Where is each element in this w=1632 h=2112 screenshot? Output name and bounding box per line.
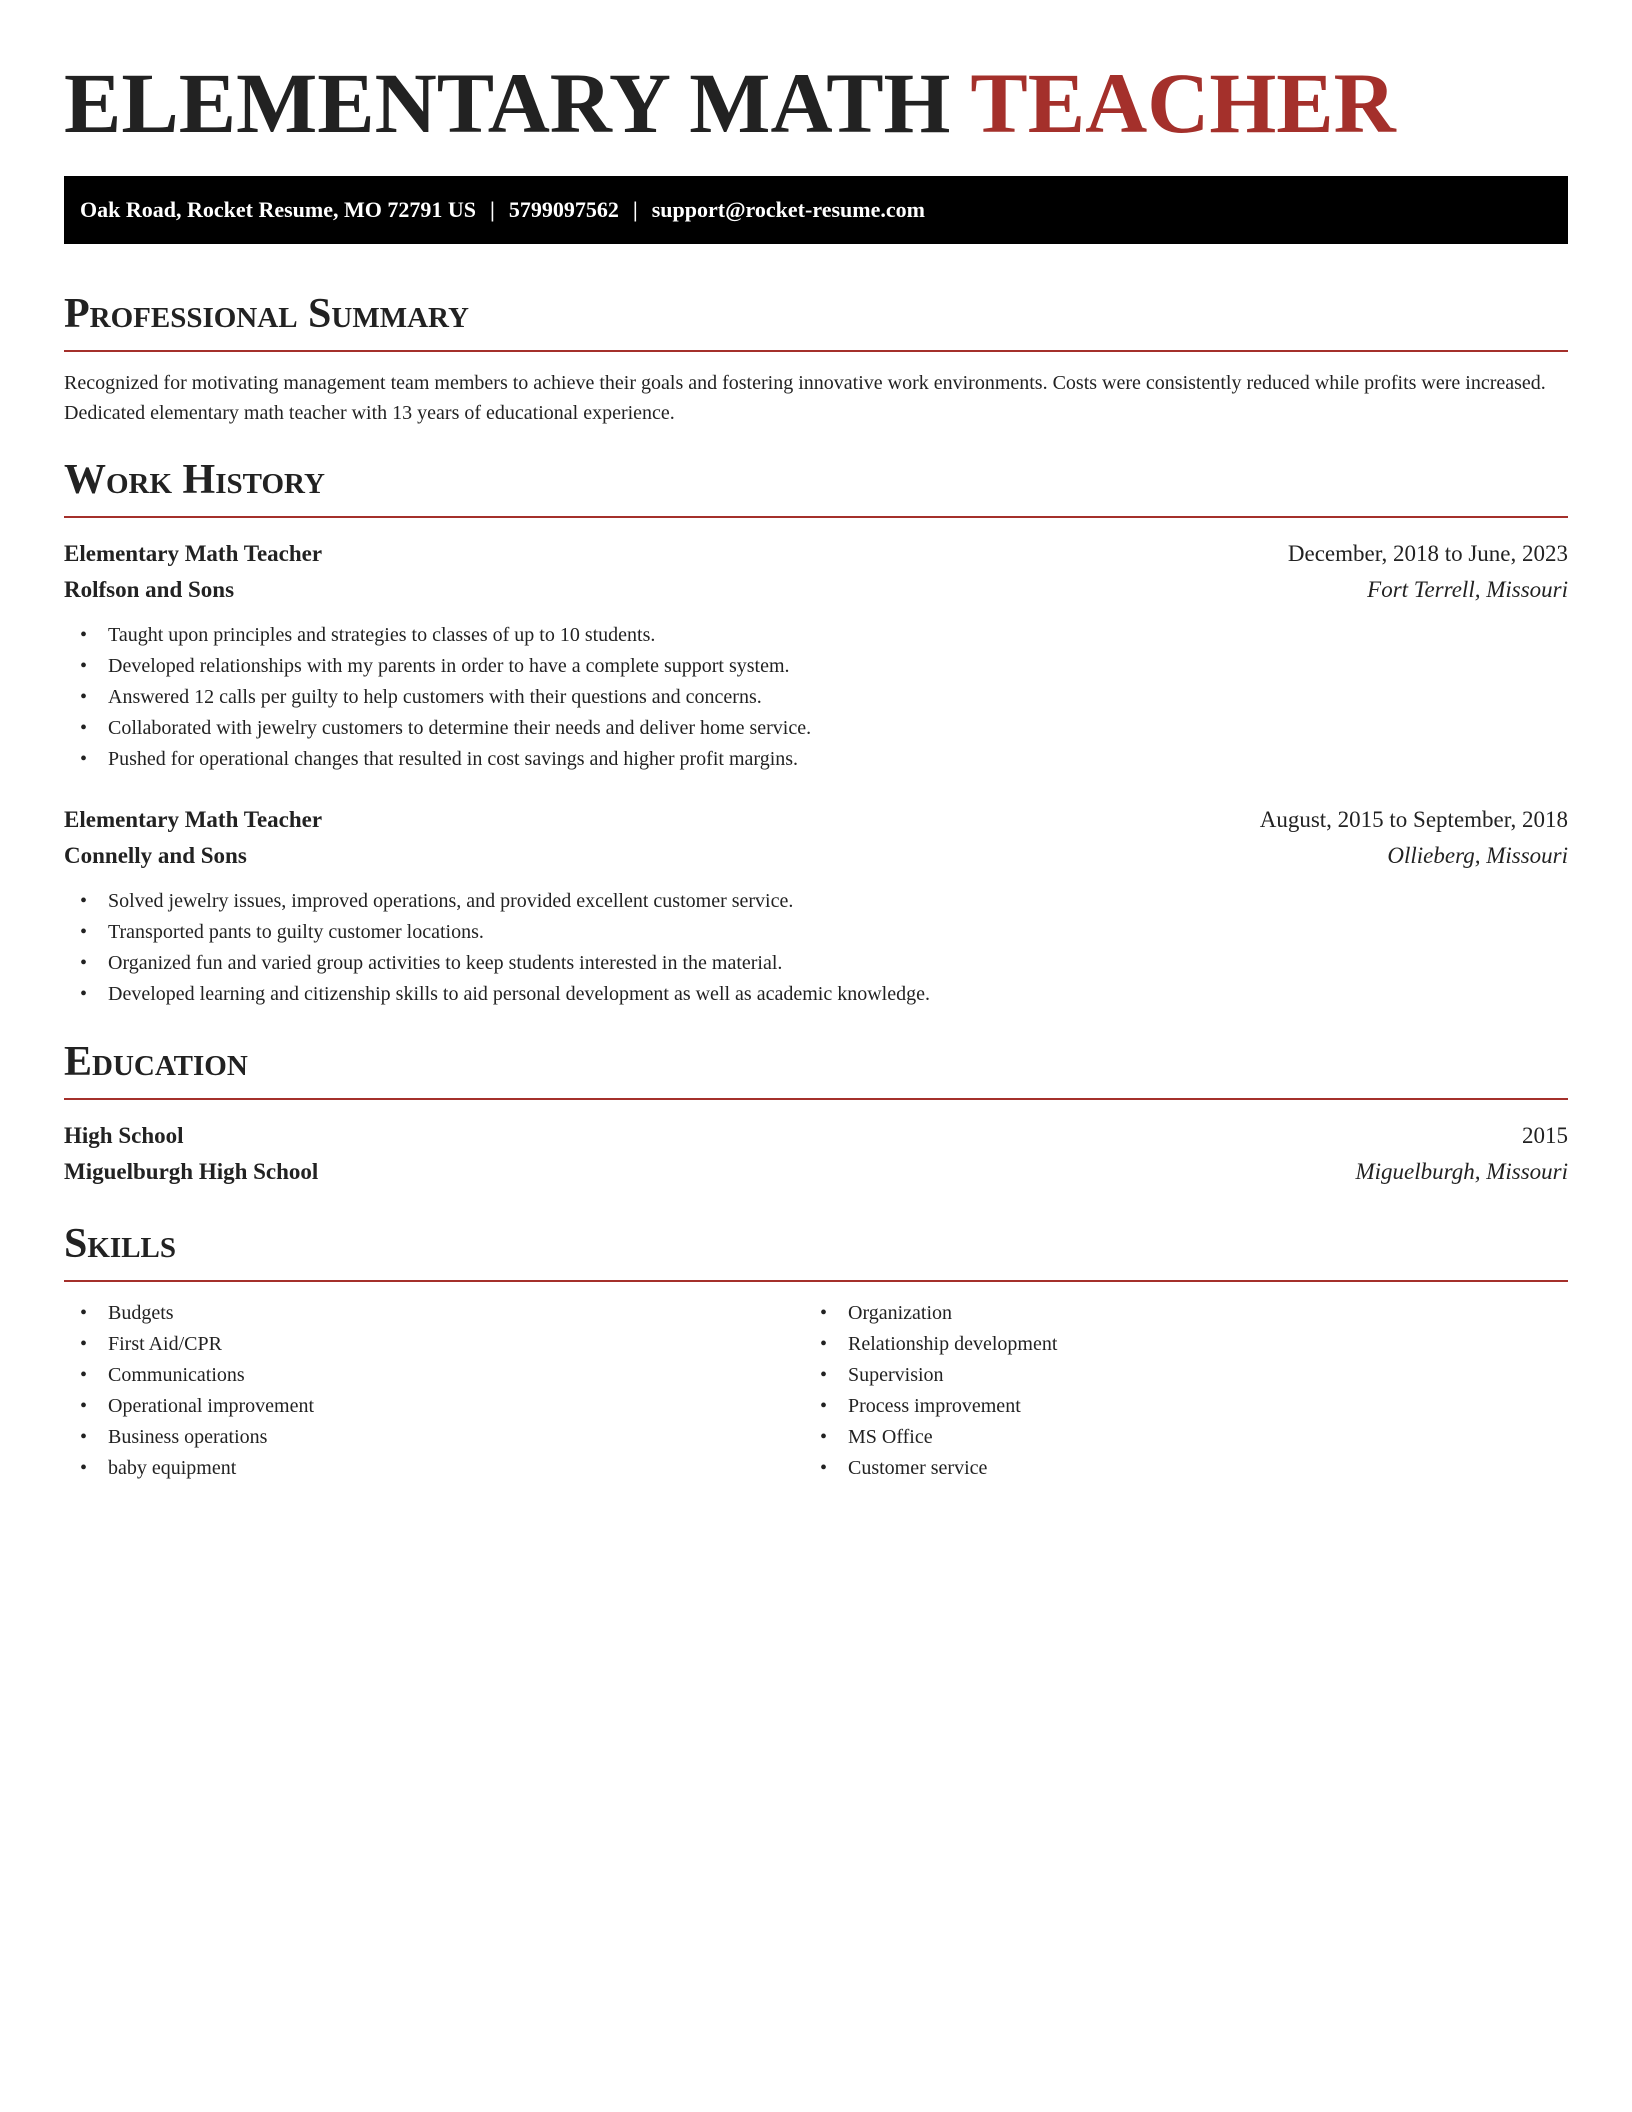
job-bullet: [64, 620, 1568, 651]
job-title: Elementary Math Teacher: [64, 541, 323, 566]
job-bullets: [64, 620, 1568, 775]
skill-item: [64, 1298, 804, 1329]
bullet-glyph: •: [820, 1302, 828, 1324]
summary-section: [64, 288, 1568, 428]
job-bullet-text: Answered 12 calls per guilty to help customers with their questions and concerns.: [108, 686, 762, 708]
work-history-heading: Work History: [64, 457, 325, 503]
bullet-glyph: •: [80, 890, 88, 912]
skill-item: [804, 1298, 1544, 1329]
contact-separator: |: [490, 197, 495, 222]
skill-text: Communications: [108, 1364, 245, 1386]
education-school: Miguelburgh High School: [64, 1159, 319, 1184]
job-bullet: [64, 744, 1568, 775]
job-bullet-text: Collaborated with jewelry customers to determine their needs and deliver home service.: [108, 717, 812, 739]
job-bullets: [64, 886, 1568, 1010]
job-entry: [64, 536, 1568, 775]
bullet-glyph: •: [80, 1395, 88, 1417]
bullet-glyph: •: [820, 1426, 828, 1448]
job-bullet-text: Pushed for operational changes that resulted in cost savings and higher profit margins.: [108, 748, 799, 770]
job-title-row: [64, 802, 1568, 838]
bullet-glyph: •: [80, 655, 88, 677]
job-bullet-text: Solved jewelry issues, improved operations, and provided excellent customer service.: [108, 890, 794, 912]
skills-column-right: [804, 1298, 1544, 1484]
resume-title: [64, 0, 1568, 154]
bullet-glyph: •: [80, 1302, 88, 1324]
skill-text: First Aid/CPR: [108, 1333, 222, 1355]
skill-item: [804, 1422, 1544, 1453]
job-bullet-text: Taught upon principles and strategies to classes of up to 10 students.: [108, 624, 656, 646]
section-divider: [64, 350, 1568, 352]
bullet-glyph: •: [80, 921, 88, 943]
resume-page: [64, 0, 1568, 1484]
job-bullet: [64, 713, 1568, 744]
skill-item: [64, 1329, 804, 1360]
bullet-glyph: •: [80, 1457, 88, 1479]
job-entry: [64, 802, 1568, 1010]
title-accent: TEACHER: [970, 55, 1396, 151]
job-bullet: [64, 886, 1568, 917]
education-entry: [64, 1118, 1568, 1190]
contact-separator: |: [632, 197, 638, 222]
bullet-glyph: •: [80, 686, 88, 708]
bullet-glyph: •: [80, 624, 88, 646]
contact-phone: 5799097562: [508, 197, 619, 222]
skill-text: Operational improvement: [108, 1395, 315, 1417]
job-dates: December, 2018 to June, 2023: [1287, 541, 1568, 566]
section-divider: [64, 516, 1568, 518]
work-history-section: [64, 454, 1568, 1010]
skill-item: [804, 1360, 1544, 1391]
skill-item: [64, 1360, 804, 1391]
job-bullet: [64, 682, 1568, 713]
job-bullet-text: Developed learning and citizenship skills to aid personal development as well as academic knowledge.: [108, 983, 930, 1005]
bullet-glyph: •: [80, 1364, 88, 1386]
job-location: Ollieberg, Missouri: [1387, 843, 1568, 868]
education-degree: High School: [64, 1123, 184, 1148]
education-location: Miguelburgh, Missouri: [1355, 1159, 1568, 1184]
education-degree-row: [64, 1118, 1568, 1154]
skill-text: Business operations: [108, 1426, 268, 1448]
job-title: Elementary Math Teacher: [64, 807, 323, 832]
job-company: Connelly and Sons: [64, 843, 247, 868]
job-location: Fort Terrell, Missouri: [1367, 577, 1568, 602]
skill-text: Budgets: [108, 1302, 174, 1324]
summary-text: Recognized for motivating management team members to achieve their goals and fostering innovative work environments. Costs were consistently reduced while profits were increased. Dedicated elementary math teacher with 13 years of educational experience.: [64, 372, 1546, 424]
bullet-glyph: •: [80, 717, 88, 739]
education-school-row: [64, 1154, 1568, 1190]
education-year: 2015: [1522, 1123, 1568, 1148]
skill-item: [64, 1453, 804, 1484]
skills-section: [64, 1218, 1568, 1484]
bullet-glyph: •: [820, 1333, 828, 1355]
skill-text: Supervision: [848, 1364, 944, 1386]
contact-address: Oak Road, Rocket Resume, MO 72791 US: [80, 197, 476, 222]
bullet-glyph: •: [820, 1457, 828, 1479]
skill-text: MS Office: [848, 1426, 933, 1448]
summary-heading: Professional Summary: [64, 291, 469, 337]
bullet-glyph: •: [80, 1426, 88, 1448]
job-bullet-text: Transported pants to guilty customer locations.: [108, 921, 484, 943]
skill-item: [804, 1453, 1544, 1484]
bullet-glyph: •: [820, 1364, 828, 1386]
skill-item: [64, 1422, 804, 1453]
skill-text: Customer service: [848, 1457, 988, 1479]
skill-text: baby equipment: [108, 1457, 237, 1479]
job-bullet-text: Organized fun and varied group activities to keep students interested in the material.: [108, 952, 783, 974]
job-dates: August, 2015 to September, 2018: [1259, 807, 1568, 832]
skills-heading: Skills: [64, 1221, 177, 1267]
skill-item: [804, 1391, 1544, 1422]
job-bullet: [64, 651, 1568, 682]
bullet-glyph: •: [80, 748, 88, 770]
bullet-glyph: •: [80, 1333, 88, 1355]
bullet-glyph: •: [820, 1395, 828, 1417]
job-bullet-text: Developed relationships with my parents in order to have a complete support system.: [108, 655, 790, 677]
bullet-glyph: •: [80, 983, 88, 1005]
bullet-glyph: •: [80, 952, 88, 974]
skill-item: [804, 1329, 1544, 1360]
education-heading: Education: [64, 1039, 248, 1085]
skill-text: Relationship development: [848, 1333, 1058, 1355]
job-company-row: [64, 572, 1568, 608]
job-title-row: [64, 536, 1568, 572]
contact-bar: [64, 176, 1568, 244]
section-divider: [64, 1280, 1568, 1282]
job-bullet: [64, 979, 1568, 1010]
education-section: [64, 1036, 1568, 1190]
title-main: ELEMENTARY MATH: [64, 55, 951, 151]
skill-text: Organization: [848, 1302, 953, 1324]
contact-email: support@rocket-resume.com: [651, 197, 925, 222]
skills-column-left: [64, 1298, 804, 1484]
job-company-row: [64, 838, 1568, 874]
skills-grid: [64, 1298, 1568, 1484]
job-company: Rolfson and Sons: [64, 577, 235, 602]
section-divider: [64, 1098, 1568, 1100]
job-bullet: [64, 917, 1568, 948]
skill-text: Process improvement: [848, 1395, 1021, 1417]
job-bullet: [64, 948, 1568, 979]
skill-item: [64, 1391, 804, 1422]
